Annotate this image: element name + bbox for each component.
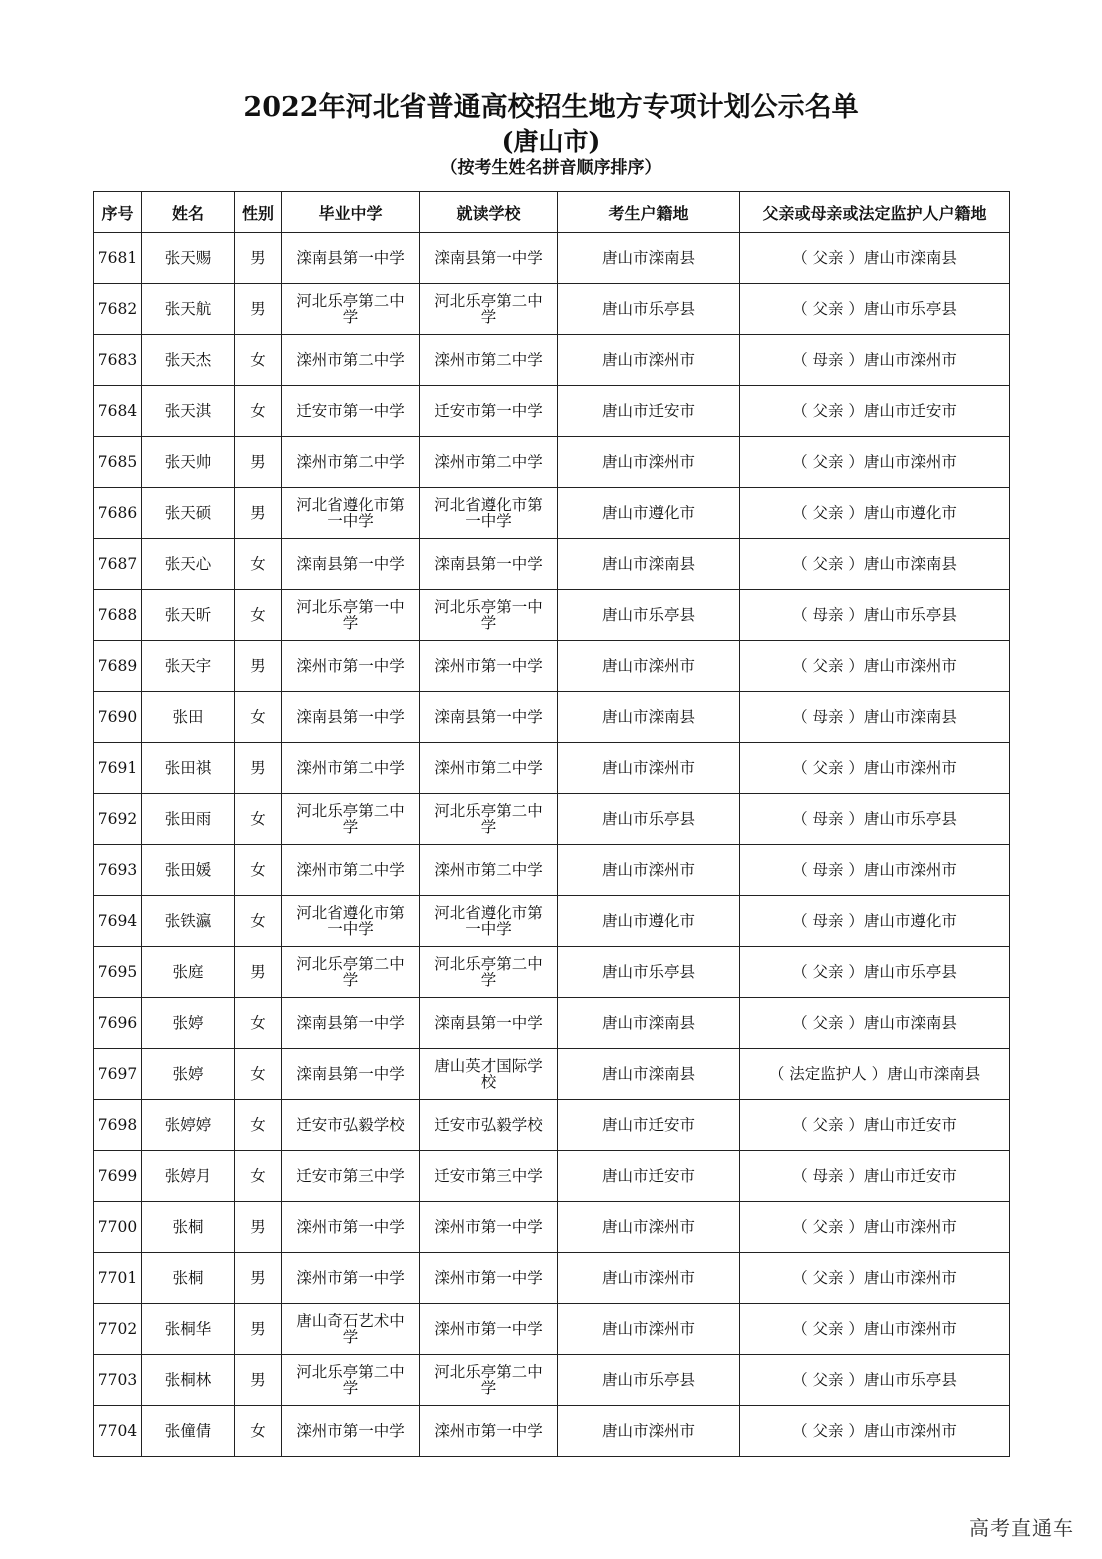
cell-parent-hukou: （ 父亲 ）唐山市迁安市 — [740, 386, 1010, 437]
cell-serial: 7686 — [94, 488, 142, 539]
table-row — [94, 794, 1010, 845]
cell-student-hukou: 唐山市乐亭县 — [558, 794, 740, 845]
cell-name: 张桐 — [142, 1253, 235, 1304]
cell-graduation-school: 河北乐亭第二中学 — [282, 1355, 420, 1406]
cell-graduation-school: 滦南县第一中学 — [282, 539, 420, 590]
cell-parent-hukou: （ 父亲 ）唐山市滦州市 — [740, 437, 1010, 488]
cell-current-school: 河北乐亭第一中学 — [420, 590, 558, 641]
cell-parent-hukou: （ 父亲 ）唐山市滦南县 — [740, 233, 1010, 284]
header-name: 姓名 — [142, 192, 235, 233]
table-row — [94, 1049, 1010, 1100]
cell-serial: 7690 — [94, 692, 142, 743]
cell-parent-hukou: （ 父亲 ）唐山市滦州市 — [740, 1202, 1010, 1253]
cell-serial: 7703 — [94, 1355, 142, 1406]
cell-student-hukou: 唐山市迁安市 — [558, 386, 740, 437]
table-row — [94, 743, 1010, 794]
cell-name: 张天宇 — [142, 641, 235, 692]
cell-current-school: 滦南县第一中学 — [420, 692, 558, 743]
cell-student-hukou: 唐山市滦南县 — [558, 692, 740, 743]
cell-graduation-school: 滦州市第二中学 — [282, 845, 420, 896]
cell-name: 张天硕 — [142, 488, 235, 539]
cell-student-hukou: 唐山市滦南县 — [558, 998, 740, 1049]
cell-graduation-school: 滦州市第一中学 — [282, 1406, 420, 1457]
cell-current-school: 河北乐亭第二中学 — [420, 794, 558, 845]
cell-gender: 男 — [235, 488, 282, 539]
table-body — [94, 233, 1010, 1457]
cell-name: 张田祺 — [142, 743, 235, 794]
cell-student-hukou: 唐山市滦南县 — [558, 539, 740, 590]
cell-serial: 7691 — [94, 743, 142, 794]
cell-current-school: 河北省遵化市第一中学 — [420, 896, 558, 947]
cell-student-hukou: 唐山市滦州市 — [558, 335, 740, 386]
cell-current-school: 迁安市第一中学 — [420, 386, 558, 437]
page-title: 2022年河北省普通高校招生地方专项计划公示名单 — [243, 92, 859, 123]
cell-gender: 女 — [235, 590, 282, 641]
cell-graduation-school: 滦南县第一中学 — [282, 998, 420, 1049]
cell-name: 张天心 — [142, 539, 235, 590]
cell-graduation-school: 滦州市第二中学 — [282, 437, 420, 488]
cell-name: 张铁瀛 — [142, 896, 235, 947]
cell-graduation-school: 河北乐亭第一中学 — [282, 590, 420, 641]
cell-student-hukou: 唐山市乐亭县 — [558, 284, 740, 335]
cell-graduation-school: 滦州市第一中学 — [282, 1253, 420, 1304]
cell-graduation-school: 河北省遵化市第一中学 — [282, 488, 420, 539]
cell-gender: 男 — [235, 641, 282, 692]
cell-serial: 7681 — [94, 233, 142, 284]
cell-gender: 女 — [235, 1100, 282, 1151]
cell-gender: 女 — [235, 998, 282, 1049]
cell-serial: 7694 — [94, 896, 142, 947]
cell-serial: 7698 — [94, 1100, 142, 1151]
cell-parent-hukou: （ 母亲 ）唐山市乐亭县 — [740, 794, 1010, 845]
cell-name: 张田雨 — [142, 794, 235, 845]
cell-gender: 男 — [235, 743, 282, 794]
cell-student-hukou: 唐山市迁安市 — [558, 1100, 740, 1151]
cell-parent-hukou: （ 父亲 ）唐山市遵化市 — [740, 488, 1010, 539]
cell-graduation-school: 河北乐亭第二中学 — [282, 794, 420, 845]
cell-current-school: 滦州市第一中学 — [420, 1202, 558, 1253]
cell-graduation-school: 河北乐亭第二中学 — [282, 947, 420, 998]
cell-parent-hukou: （ 父亲 ）唐山市乐亭县 — [740, 947, 1010, 998]
cell-student-hukou: 唐山市滦州市 — [558, 845, 740, 896]
cell-name: 张天淇 — [142, 386, 235, 437]
cell-serial: 7697 — [94, 1049, 142, 1100]
cell-name: 张天杰 — [142, 335, 235, 386]
cell-name: 张婷月 — [142, 1151, 235, 1202]
sort-note: （按考生姓名拼音顺序排序） — [440, 158, 662, 178]
table-row — [94, 947, 1010, 998]
cell-gender: 女 — [235, 386, 282, 437]
cell-parent-hukou: （ 母亲 ）唐山市乐亭县 — [740, 590, 1010, 641]
cell-name: 张桐林 — [142, 1355, 235, 1406]
cell-graduation-school: 迁安市弘毅学校 — [282, 1100, 420, 1151]
table-row — [94, 335, 1010, 386]
cell-graduation-school: 河北省遵化市第一中学 — [282, 896, 420, 947]
cell-parent-hukou: （ 父亲 ）唐山市滦南县 — [740, 998, 1010, 1049]
cell-gender: 女 — [235, 845, 282, 896]
cell-current-school: 滦州市第一中学 — [420, 641, 558, 692]
cell-current-school: 迁安市弘毅学校 — [420, 1100, 558, 1151]
cell-name: 张桐华 — [142, 1304, 235, 1355]
cell-current-school: 迁安市第三中学 — [420, 1151, 558, 1202]
cell-current-school: 滦州市第二中学 — [420, 743, 558, 794]
cell-current-school: 滦南县第一中学 — [420, 998, 558, 1049]
cell-serial: 7695 — [94, 947, 142, 998]
cell-graduation-school: 滦南县第一中学 — [282, 692, 420, 743]
cell-student-hukou: 唐山市滦州市 — [558, 641, 740, 692]
cell-current-school: 河北省遵化市第一中学 — [420, 488, 558, 539]
cell-serial: 7699 — [94, 1151, 142, 1202]
cell-serial: 7685 — [94, 437, 142, 488]
header-current-school: 就读学校 — [420, 192, 558, 233]
table-row — [94, 437, 1010, 488]
cell-gender: 女 — [235, 692, 282, 743]
cell-student-hukou: 唐山市乐亭县 — [558, 1355, 740, 1406]
cell-gender: 男 — [235, 1355, 282, 1406]
cell-gender: 女 — [235, 794, 282, 845]
cell-serial: 7701 — [94, 1253, 142, 1304]
cell-student-hukou: 唐山市滦州市 — [558, 1202, 740, 1253]
table-row — [94, 284, 1010, 335]
cell-gender: 男 — [235, 1202, 282, 1253]
table-row — [94, 1100, 1010, 1151]
cell-student-hukou: 唐山市遵化市 — [558, 488, 740, 539]
cell-gender: 男 — [235, 233, 282, 284]
cell-graduation-school: 迁安市第三中学 — [282, 1151, 420, 1202]
cell-student-hukou: 唐山市滦州市 — [558, 1304, 740, 1355]
cell-parent-hukou: （ 父亲 ）唐山市滦州市 — [740, 1406, 1010, 1457]
cell-parent-hukou: （ 父亲 ）唐山市滦州市 — [740, 1304, 1010, 1355]
table-row — [94, 488, 1010, 539]
cell-gender: 男 — [235, 1253, 282, 1304]
cell-serial: 7702 — [94, 1304, 142, 1355]
cell-parent-hukou: （ 母亲 ）唐山市滦州市 — [740, 845, 1010, 896]
cell-name: 张田 — [142, 692, 235, 743]
cell-name: 张婷婷 — [142, 1100, 235, 1151]
cell-parent-hukou: （ 母亲 ）唐山市滦南县 — [740, 692, 1010, 743]
cell-student-hukou: 唐山市迁安市 — [558, 1151, 740, 1202]
cell-current-school: 滦州市第二中学 — [420, 335, 558, 386]
cell-graduation-school: 滦南县第一中学 — [282, 233, 420, 284]
cell-student-hukou: 唐山市滦州市 — [558, 743, 740, 794]
cell-parent-hukou: （ 母亲 ）唐山市迁安市 — [740, 1151, 1010, 1202]
cell-gender: 女 — [235, 1151, 282, 1202]
cell-graduation-school: 迁安市第一中学 — [282, 386, 420, 437]
cell-current-school: 滦州市第二中学 — [420, 437, 558, 488]
cell-current-school: 滦州市第二中学 — [420, 845, 558, 896]
cell-student-hukou: 唐山市滦州市 — [558, 1253, 740, 1304]
cell-parent-hukou: （ 母亲 ）唐山市遵化市 — [740, 896, 1010, 947]
table-row — [94, 1151, 1010, 1202]
cell-parent-hukou: （ 父亲 ）唐山市滦州市 — [740, 1253, 1010, 1304]
cell-current-school: 滦州市第一中学 — [420, 1304, 558, 1355]
cell-current-school: 滦州市第一中学 — [420, 1253, 558, 1304]
cell-serial: 7689 — [94, 641, 142, 692]
header-serial: 序号 — [94, 192, 142, 233]
cell-graduation-school: 滦州市第二中学 — [282, 743, 420, 794]
cell-student-hukou: 唐山市滦州市 — [558, 437, 740, 488]
cell-gender: 女 — [235, 335, 282, 386]
cell-parent-hukou: （ 父亲 ）唐山市乐亭县 — [740, 284, 1010, 335]
cell-name: 张天赐 — [142, 233, 235, 284]
table-row — [94, 1202, 1010, 1253]
cell-parent-hukou: （ 法定监护人 ）唐山市滦南县 — [740, 1049, 1010, 1100]
cell-graduation-school: 河北乐亭第二中学 — [282, 284, 420, 335]
cell-graduation-school: 唐山奇石艺术中学 — [282, 1304, 420, 1355]
table-row — [94, 998, 1010, 1049]
table-row — [94, 590, 1010, 641]
cell-graduation-school: 滦州市第二中学 — [282, 335, 420, 386]
cell-serial: 7688 — [94, 590, 142, 641]
cell-gender: 女 — [235, 1049, 282, 1100]
table-row — [94, 386, 1010, 437]
cell-current-school: 河北乐亭第二中学 — [420, 284, 558, 335]
cell-current-school: 滦南县第一中学 — [420, 233, 558, 284]
cell-parent-hukou: （ 母亲 ）唐山市滦州市 — [740, 335, 1010, 386]
cell-parent-hukou: （ 父亲 ）唐山市滦南县 — [740, 539, 1010, 590]
cell-parent-hukou: （ 父亲 ）唐山市迁安市 — [740, 1100, 1010, 1151]
header-gender: 性别 — [235, 192, 282, 233]
cell-student-hukou: 唐山市滦州市 — [558, 1406, 740, 1457]
cell-name: 张婷 — [142, 998, 235, 1049]
table-row — [94, 1406, 1010, 1457]
cell-serial: 7696 — [94, 998, 142, 1049]
watermark: 高考直通车 — [969, 1516, 1074, 1540]
header-graduation-school: 毕业中学 — [282, 192, 420, 233]
cell-student-hukou: 唐山市滦南县 — [558, 233, 740, 284]
table-header-row — [94, 192, 1010, 233]
table-row — [94, 1253, 1010, 1304]
cell-gender: 女 — [235, 896, 282, 947]
cell-name: 张桐 — [142, 1202, 235, 1253]
cell-serial: 7692 — [94, 794, 142, 845]
table-row — [94, 845, 1010, 896]
cell-gender: 男 — [235, 437, 282, 488]
cell-name: 张天帅 — [142, 437, 235, 488]
cell-student-hukou: 唐山市滦南县 — [558, 1049, 740, 1100]
cell-gender: 男 — [235, 1304, 282, 1355]
cell-serial: 7682 — [94, 284, 142, 335]
cell-graduation-school: 滦州市第一中学 — [282, 1202, 420, 1253]
table-row — [94, 233, 1010, 284]
admission-list-table — [93, 191, 1010, 1457]
cell-graduation-school: 滦南县第一中学 — [282, 1049, 420, 1100]
cell-current-school: 河北乐亭第二中学 — [420, 1355, 558, 1406]
cell-gender: 男 — [235, 284, 282, 335]
cell-current-school: 滦南县第一中学 — [420, 539, 558, 590]
cell-serial: 7704 — [94, 1406, 142, 1457]
cell-name: 张婷 — [142, 1049, 235, 1100]
table-row — [94, 1355, 1010, 1406]
cell-student-hukou: 唐山市乐亭县 — [558, 590, 740, 641]
table-row — [94, 1304, 1010, 1355]
cell-gender: 女 — [235, 539, 282, 590]
cell-student-hukou: 唐山市乐亭县 — [558, 947, 740, 998]
cell-current-school: 唐山英才国际学校 — [420, 1049, 558, 1100]
header-parent-hukou: 父亲或母亲或法定监护人户籍地 — [740, 192, 1010, 233]
cell-student-hukou: 唐山市遵化市 — [558, 896, 740, 947]
table-row — [94, 539, 1010, 590]
cell-serial: 7700 — [94, 1202, 142, 1253]
cell-gender: 女 — [235, 1406, 282, 1457]
cell-name: 张庭 — [142, 947, 235, 998]
cell-name: 张天昕 — [142, 590, 235, 641]
cell-parent-hukou: （ 父亲 ）唐山市滦州市 — [740, 743, 1010, 794]
cell-serial: 7683 — [94, 335, 142, 386]
header-student-hukou: 考生户籍地 — [558, 192, 740, 233]
table-row — [94, 641, 1010, 692]
table-row — [94, 896, 1010, 947]
cell-parent-hukou: （ 父亲 ）唐山市滦州市 — [740, 641, 1010, 692]
table-row — [94, 692, 1010, 743]
cell-name: 张田媛 — [142, 845, 235, 896]
cell-name: 张僮倩 — [142, 1406, 235, 1457]
cell-serial: 7684 — [94, 386, 142, 437]
cell-graduation-school: 滦州市第一中学 — [282, 641, 420, 692]
cell-parent-hukou: （ 父亲 ）唐山市乐亭县 — [740, 1355, 1010, 1406]
cell-serial: 7693 — [94, 845, 142, 896]
cell-current-school: 滦州市第一中学 — [420, 1406, 558, 1457]
cell-serial: 7687 — [94, 539, 142, 590]
cell-name: 张天航 — [142, 284, 235, 335]
cell-current-school: 河北乐亭第二中学 — [420, 947, 558, 998]
cell-gender: 男 — [235, 947, 282, 998]
page-subtitle: (唐山市) — [501, 127, 601, 156]
